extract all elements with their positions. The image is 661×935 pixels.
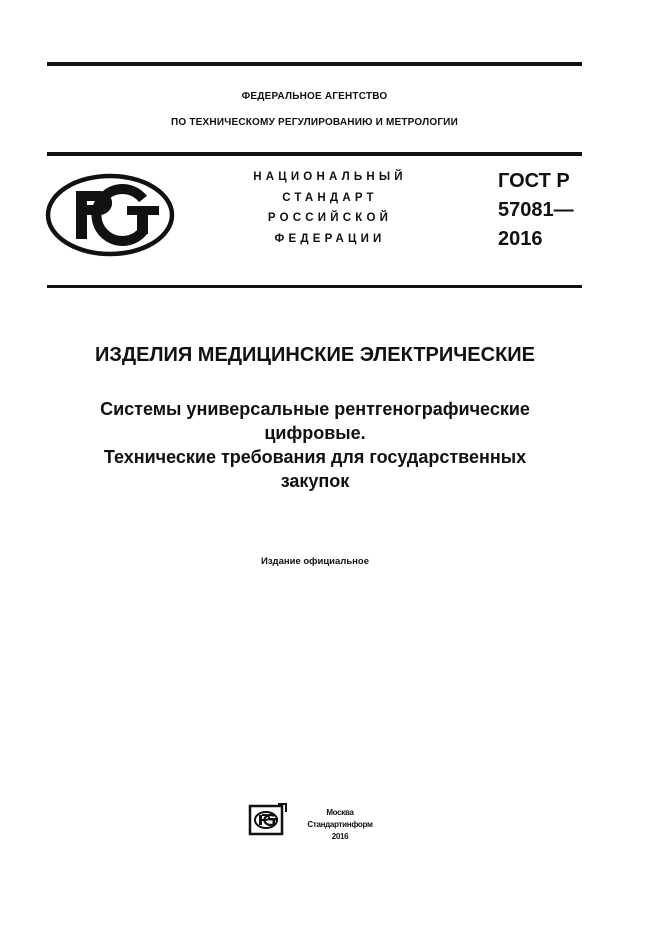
standard-line-2: СТАНДАРТ bbox=[282, 192, 378, 204]
standard-line-3: РОССИЙСКОЙ bbox=[267, 212, 393, 224]
edition-note: Издание официальное bbox=[261, 556, 369, 567]
subtitle-line-2: цифровые. bbox=[264, 423, 366, 443]
publisher-name: Стандартинформ bbox=[307, 820, 373, 829]
standard-rule bbox=[47, 285, 582, 288]
publisher-city: Москва bbox=[326, 808, 354, 817]
standard-line-4: ФЕДЕРАЦИИ bbox=[274, 233, 386, 245]
agency-line-2: ПО ТЕХНИЧЕСКОМУ РЕГУЛИРОВАНИЮ И МЕТРОЛОГИИ bbox=[171, 117, 458, 128]
subtitle-line-3: Технические требования для государственных bbox=[103, 447, 527, 467]
subtitle-line-1: Системы универсальные рентгенографические bbox=[100, 399, 530, 419]
standartinform-logo-icon bbox=[248, 802, 288, 838]
gost-number: 57081— bbox=[498, 199, 574, 221]
top-rule bbox=[47, 62, 582, 66]
document-title: ИЗДЕЛИЯ МЕДИЦИНСКИЕ ЭЛЕКТРИЧЕСКИЕ bbox=[94, 344, 536, 366]
agency-line-1: ФЕДЕРАЛЬНОЕ АГЕНТСТВО bbox=[241, 91, 388, 102]
publisher-year: 2016 bbox=[331, 832, 349, 841]
gost-year: 2016 bbox=[498, 228, 543, 250]
gost-label: ГОСТ Р bbox=[498, 170, 570, 192]
standard-line-1: НАЦИОНАЛЬНЫЙ bbox=[253, 171, 407, 183]
rst-logo-icon bbox=[45, 173, 175, 257]
subtitle-line-4: закупок bbox=[280, 471, 350, 491]
header-rule bbox=[47, 152, 582, 156]
